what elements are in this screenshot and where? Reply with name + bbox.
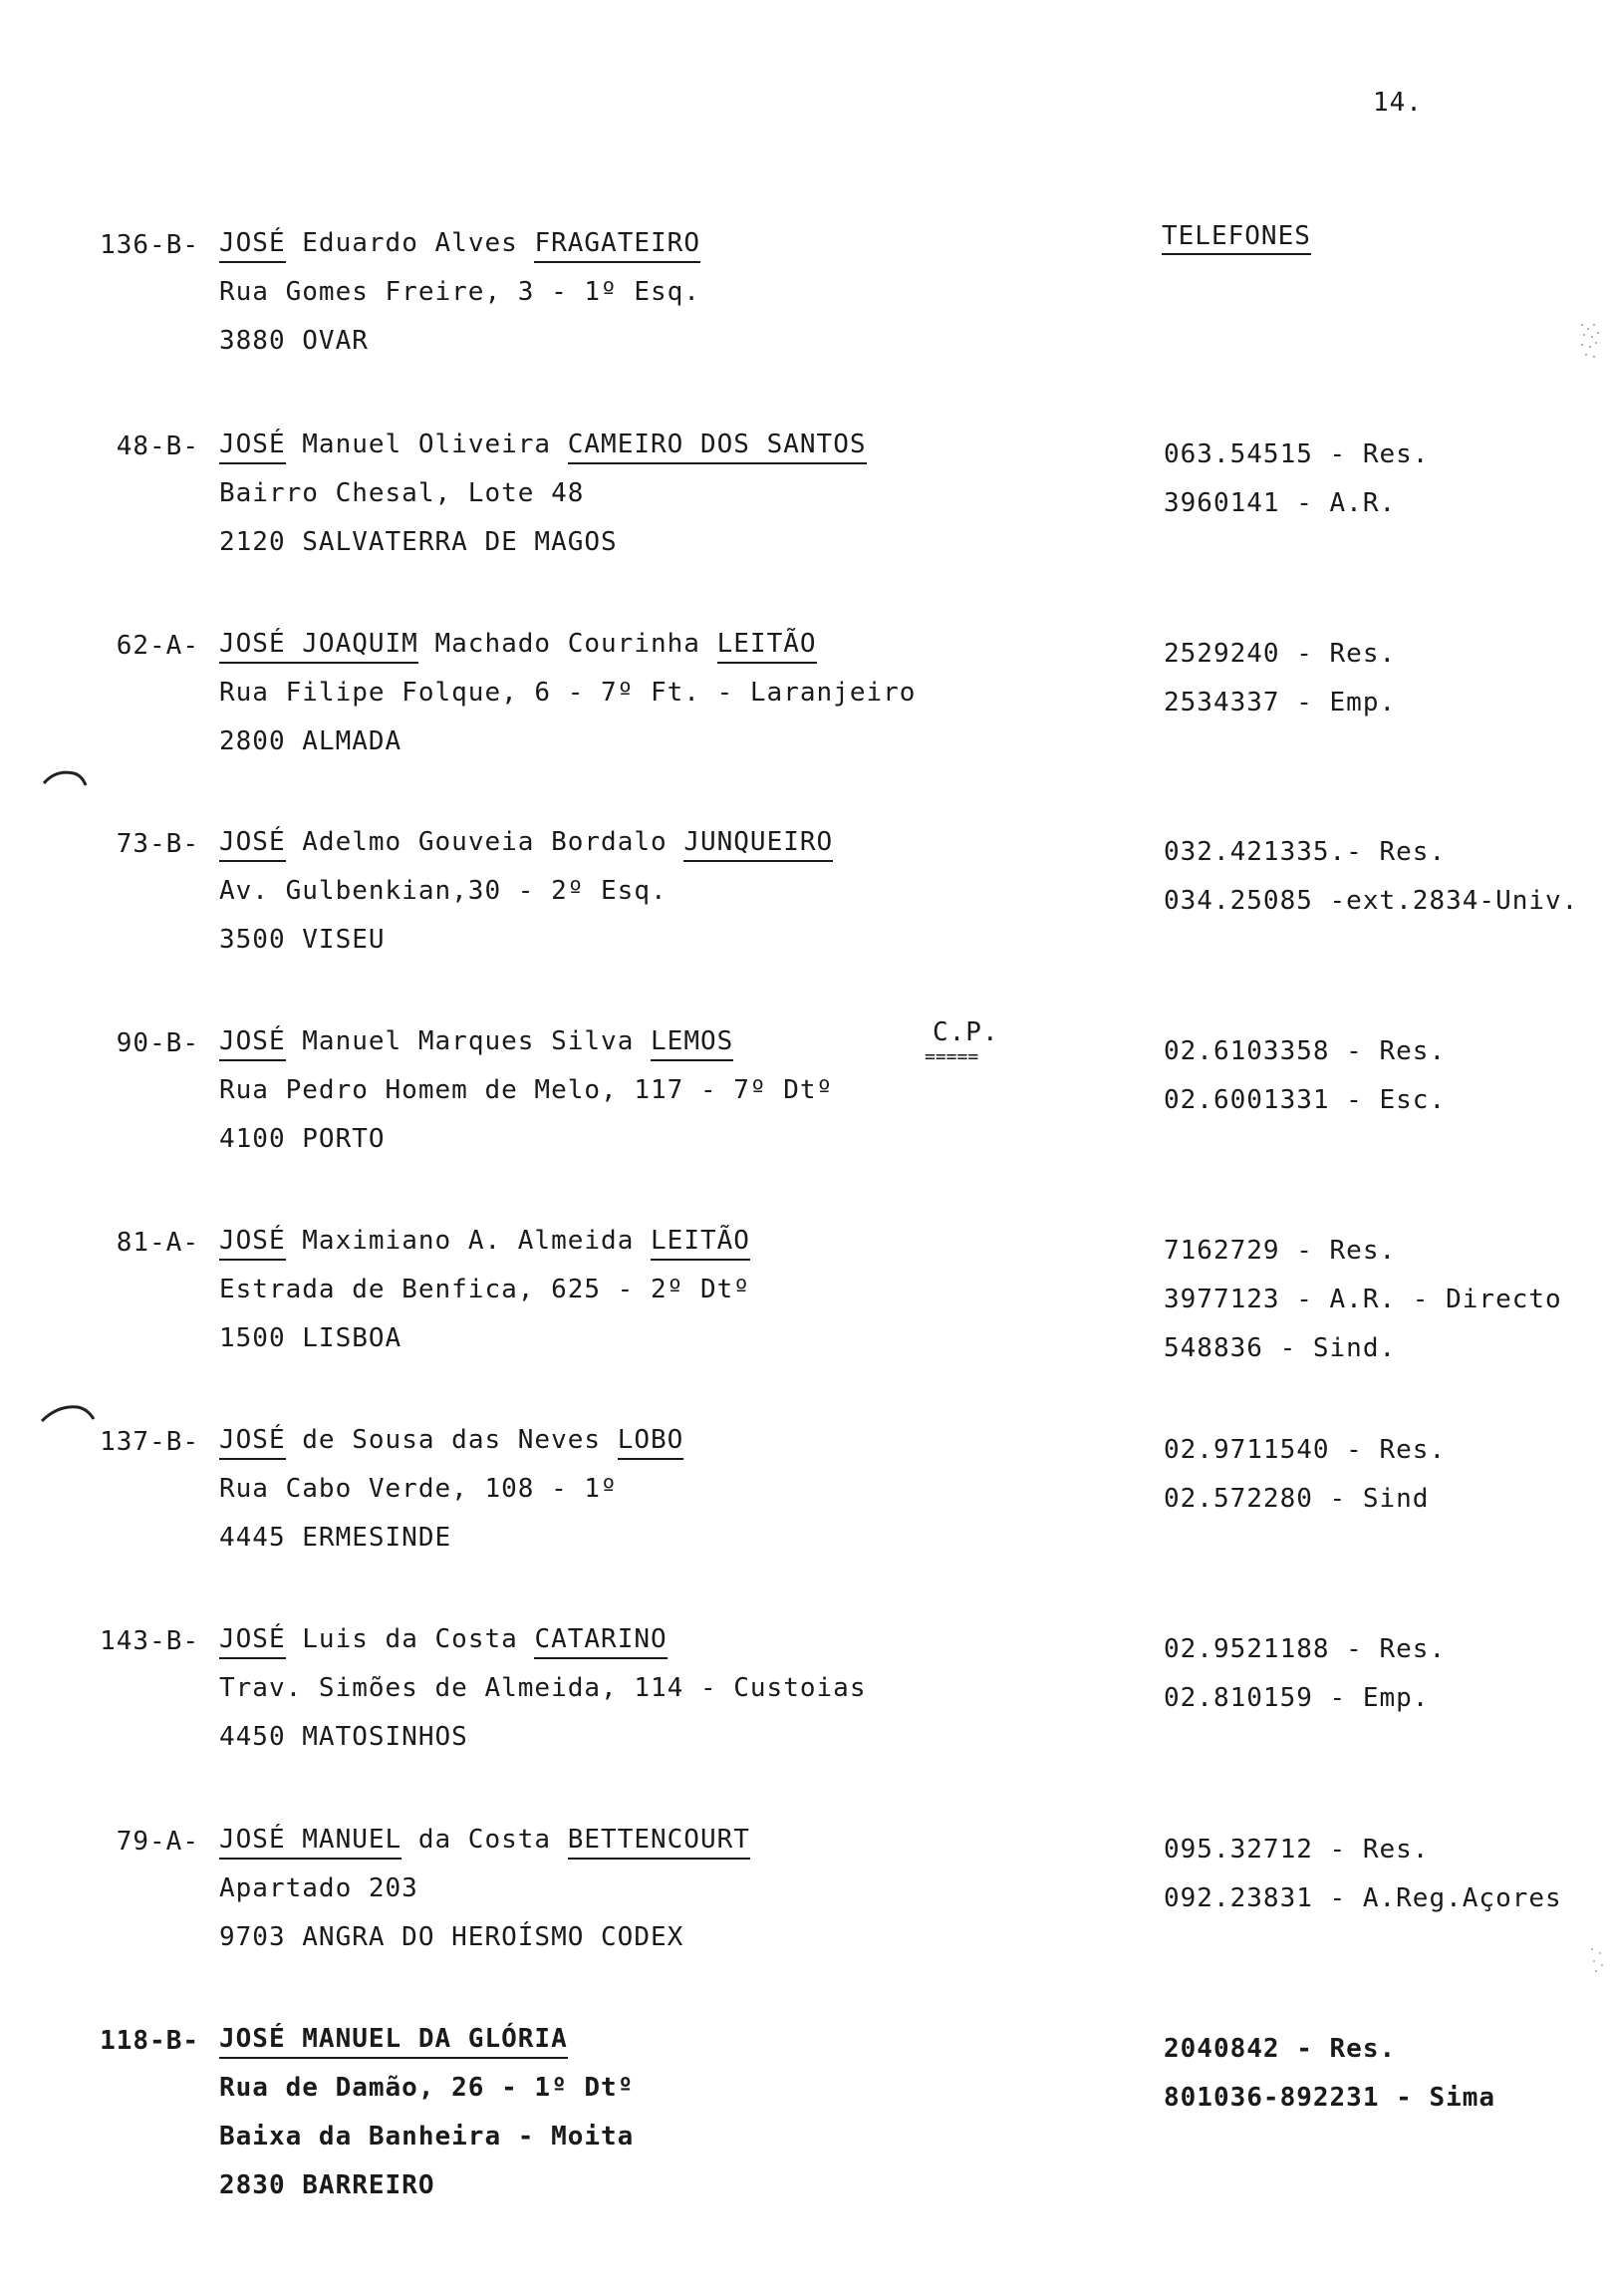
scan-speckle xyxy=(1588,1945,1606,1975)
phone-list xyxy=(1164,641,1396,727)
address-line: 2120 SALVATERRA DE MAGOS xyxy=(219,527,618,557)
phone-list xyxy=(1164,441,1429,528)
entry-code: 81-A- xyxy=(116,1228,199,1258)
entry-name xyxy=(219,1615,866,1664)
phone-list xyxy=(1164,1437,1446,1524)
address-line: Apartado 203 xyxy=(219,1873,418,1903)
address-line: 4100 PORTO xyxy=(219,1124,386,1154)
phone-list xyxy=(1164,1837,1562,1923)
middle-name: Maximiano A. Almeida xyxy=(302,1226,635,1256)
entry-code: 136-B- xyxy=(100,230,199,260)
entry-code: 90-B- xyxy=(116,1028,199,1058)
entry-name xyxy=(219,2015,634,2064)
address-line: 1500 LISBOA xyxy=(219,1323,402,1353)
page-number: 14. xyxy=(1373,88,1423,118)
first-name: JOSÉ xyxy=(219,1026,286,1061)
entry-details xyxy=(219,829,833,965)
address-line: Rua Gomes Freire, 3 - 1º Esq. xyxy=(219,277,700,307)
middle-name: da Costa xyxy=(417,1825,552,1855)
phone-number: 2529240 - Res. xyxy=(1164,639,1397,669)
address-line: 3500 VISEU xyxy=(219,925,386,955)
phone-number: 02.810159 - Emp. xyxy=(1164,1683,1430,1713)
first-name: JOSÉ xyxy=(219,1226,286,1261)
surname: LOBO xyxy=(618,1425,684,1460)
address-line: Rua Pedro Homem de Melo, 117 - 7º Dtº xyxy=(219,1075,834,1105)
phone-number: 3977123 - A.R. - Directo xyxy=(1164,1285,1562,1314)
entry-details xyxy=(219,1028,833,1164)
surname: CATARINO xyxy=(534,1624,667,1659)
phone-list xyxy=(1164,1238,1562,1373)
address-line: 2830 BARREIRO xyxy=(219,2170,435,2200)
surname: LEITÃO xyxy=(717,629,817,664)
surname: JUNQUEIRO xyxy=(683,827,833,862)
entry-code: 79-A- xyxy=(116,1827,199,1857)
phone-number: 548836 - Sind. xyxy=(1164,1333,1397,1363)
entry-details xyxy=(219,1827,750,1962)
telefones-header: TELEFONES xyxy=(1162,221,1311,251)
address-line: 9703 ANGRA DO HEROÍSMO CODEX xyxy=(219,1922,684,1952)
first-name: JOSÉ xyxy=(219,1425,286,1460)
entry-details xyxy=(219,2026,634,2210)
entry-details xyxy=(219,230,700,366)
phone-list xyxy=(1164,839,1578,926)
phone-number: 063.54515 - Res. xyxy=(1164,439,1430,469)
surname: LEMOS xyxy=(651,1026,733,1061)
entry-code: 73-B- xyxy=(116,829,199,859)
phone-number: 2534337 - Emp. xyxy=(1164,688,1397,718)
phone-number: 02.9711540 - Res. xyxy=(1164,1435,1447,1465)
address-line: Bairro Chesal, Lote 48 xyxy=(219,478,585,508)
cp-underline: ===== xyxy=(925,1046,979,1067)
phone-list xyxy=(1164,2036,1495,2123)
entry-details xyxy=(219,1228,750,1363)
entry-name xyxy=(219,421,867,469)
phone-number: 034.25085 -ext.2834-Univ. xyxy=(1164,886,1579,916)
phone-number: 02.572280 - Sind xyxy=(1164,1484,1430,1514)
scan-speckle xyxy=(1578,321,1602,361)
entry-name xyxy=(219,1416,683,1465)
full-name: JOSÉ MANUEL DA GLÓRIA xyxy=(219,2024,568,2059)
surname: CAMEIRO DOS SANTOS xyxy=(568,430,867,464)
phone-number: 2040842 - Res. xyxy=(1164,2034,1397,2064)
phone-number: 02.6103358 - Res. xyxy=(1164,1036,1447,1066)
entry-details xyxy=(219,631,916,766)
first-name: JOSÉ xyxy=(219,228,286,263)
entry-details xyxy=(219,1427,683,1563)
address-line: Estrada de Benfica, 625 - 2º Dtº xyxy=(219,1275,750,1304)
entry-name xyxy=(219,219,700,268)
first-name: JOSÉ JOAQUIM xyxy=(219,629,418,664)
phone-number: 801036-892231 - Sima xyxy=(1164,2083,1496,2113)
entry-code: 48-B- xyxy=(116,431,199,461)
address-line: Trav. Simões de Almeida, 114 - Custoias xyxy=(219,1673,867,1703)
first-name: JOSÉ xyxy=(219,1624,286,1659)
middle-name: Manuel Marques Silva xyxy=(302,1026,635,1056)
phone-number: 095.32712 - Res. xyxy=(1164,1835,1430,1865)
address-line: 3880 OVAR xyxy=(219,326,369,356)
first-name: JOSÉ xyxy=(219,827,286,862)
first-name: JOSÉ MANUEL xyxy=(219,1825,402,1860)
surname: BETTENCOURT xyxy=(568,1825,750,1860)
middle-name: Adelmo Gouveia Bordalo xyxy=(302,827,668,857)
middle-name: Manuel Oliveira xyxy=(302,430,552,459)
address-line: Rua Filipe Folque, 6 - 7º Ft. - Laranjeiro xyxy=(219,678,917,708)
address-line: Baixa da Banheira - Moita xyxy=(219,2122,635,2152)
entry-code: 143-B- xyxy=(100,1626,199,1656)
entry-name xyxy=(219,818,833,867)
entry-name xyxy=(219,620,916,669)
phone-number: 092.23831 - A.Reg.Açores xyxy=(1164,1883,1562,1913)
phone-number: 032.421335.- Res. xyxy=(1164,837,1447,867)
phone-number: 02.6001331 - Esc. xyxy=(1164,1085,1447,1115)
middle-name: Luis da Costa xyxy=(302,1624,518,1654)
address-line: 4445 ERMESINDE xyxy=(219,1523,452,1553)
phone-number: 7162729 - Res. xyxy=(1164,1236,1397,1266)
middle-name: de Sousa das Neves xyxy=(302,1425,602,1455)
phone-number: 02.9521188 - Res. xyxy=(1164,1634,1447,1664)
entry-code: 137-B- xyxy=(100,1427,199,1457)
address-line: 4450 MATOSINHOS xyxy=(219,1722,468,1752)
entry-name xyxy=(219,1017,833,1066)
phone-list xyxy=(1164,1636,1446,1723)
entry-name xyxy=(219,1217,750,1266)
margin-mark-icon xyxy=(40,765,90,793)
address-line: Rua de Damão, 26 - 1º Dtº xyxy=(219,2073,635,2103)
cp-note: C.P. xyxy=(933,1017,999,1047)
margin-mark-icon xyxy=(38,1399,98,1429)
entry-details xyxy=(219,1626,866,1762)
surname: LEITÃO xyxy=(651,1226,750,1261)
middle-name: Eduardo Alves xyxy=(302,228,518,258)
first-name: JOSÉ xyxy=(219,430,286,464)
address-line: Av. Gulbenkian,30 - 2º Esq. xyxy=(219,876,668,906)
address-line: 2800 ALMADA xyxy=(219,726,402,756)
phone-list xyxy=(1164,1038,1446,1125)
surname: FRAGATEIRO xyxy=(534,228,700,263)
entry-code: 118-B- xyxy=(100,2026,199,2056)
phone-number: 3960141 - A.R. xyxy=(1164,488,1397,518)
address-line: Rua Cabo Verde, 108 - 1º xyxy=(219,1474,618,1504)
middle-name: Machado Courinha xyxy=(434,629,700,659)
entry-name xyxy=(219,1816,750,1865)
entry-details xyxy=(219,431,867,567)
entry-code: 62-A- xyxy=(116,631,199,661)
